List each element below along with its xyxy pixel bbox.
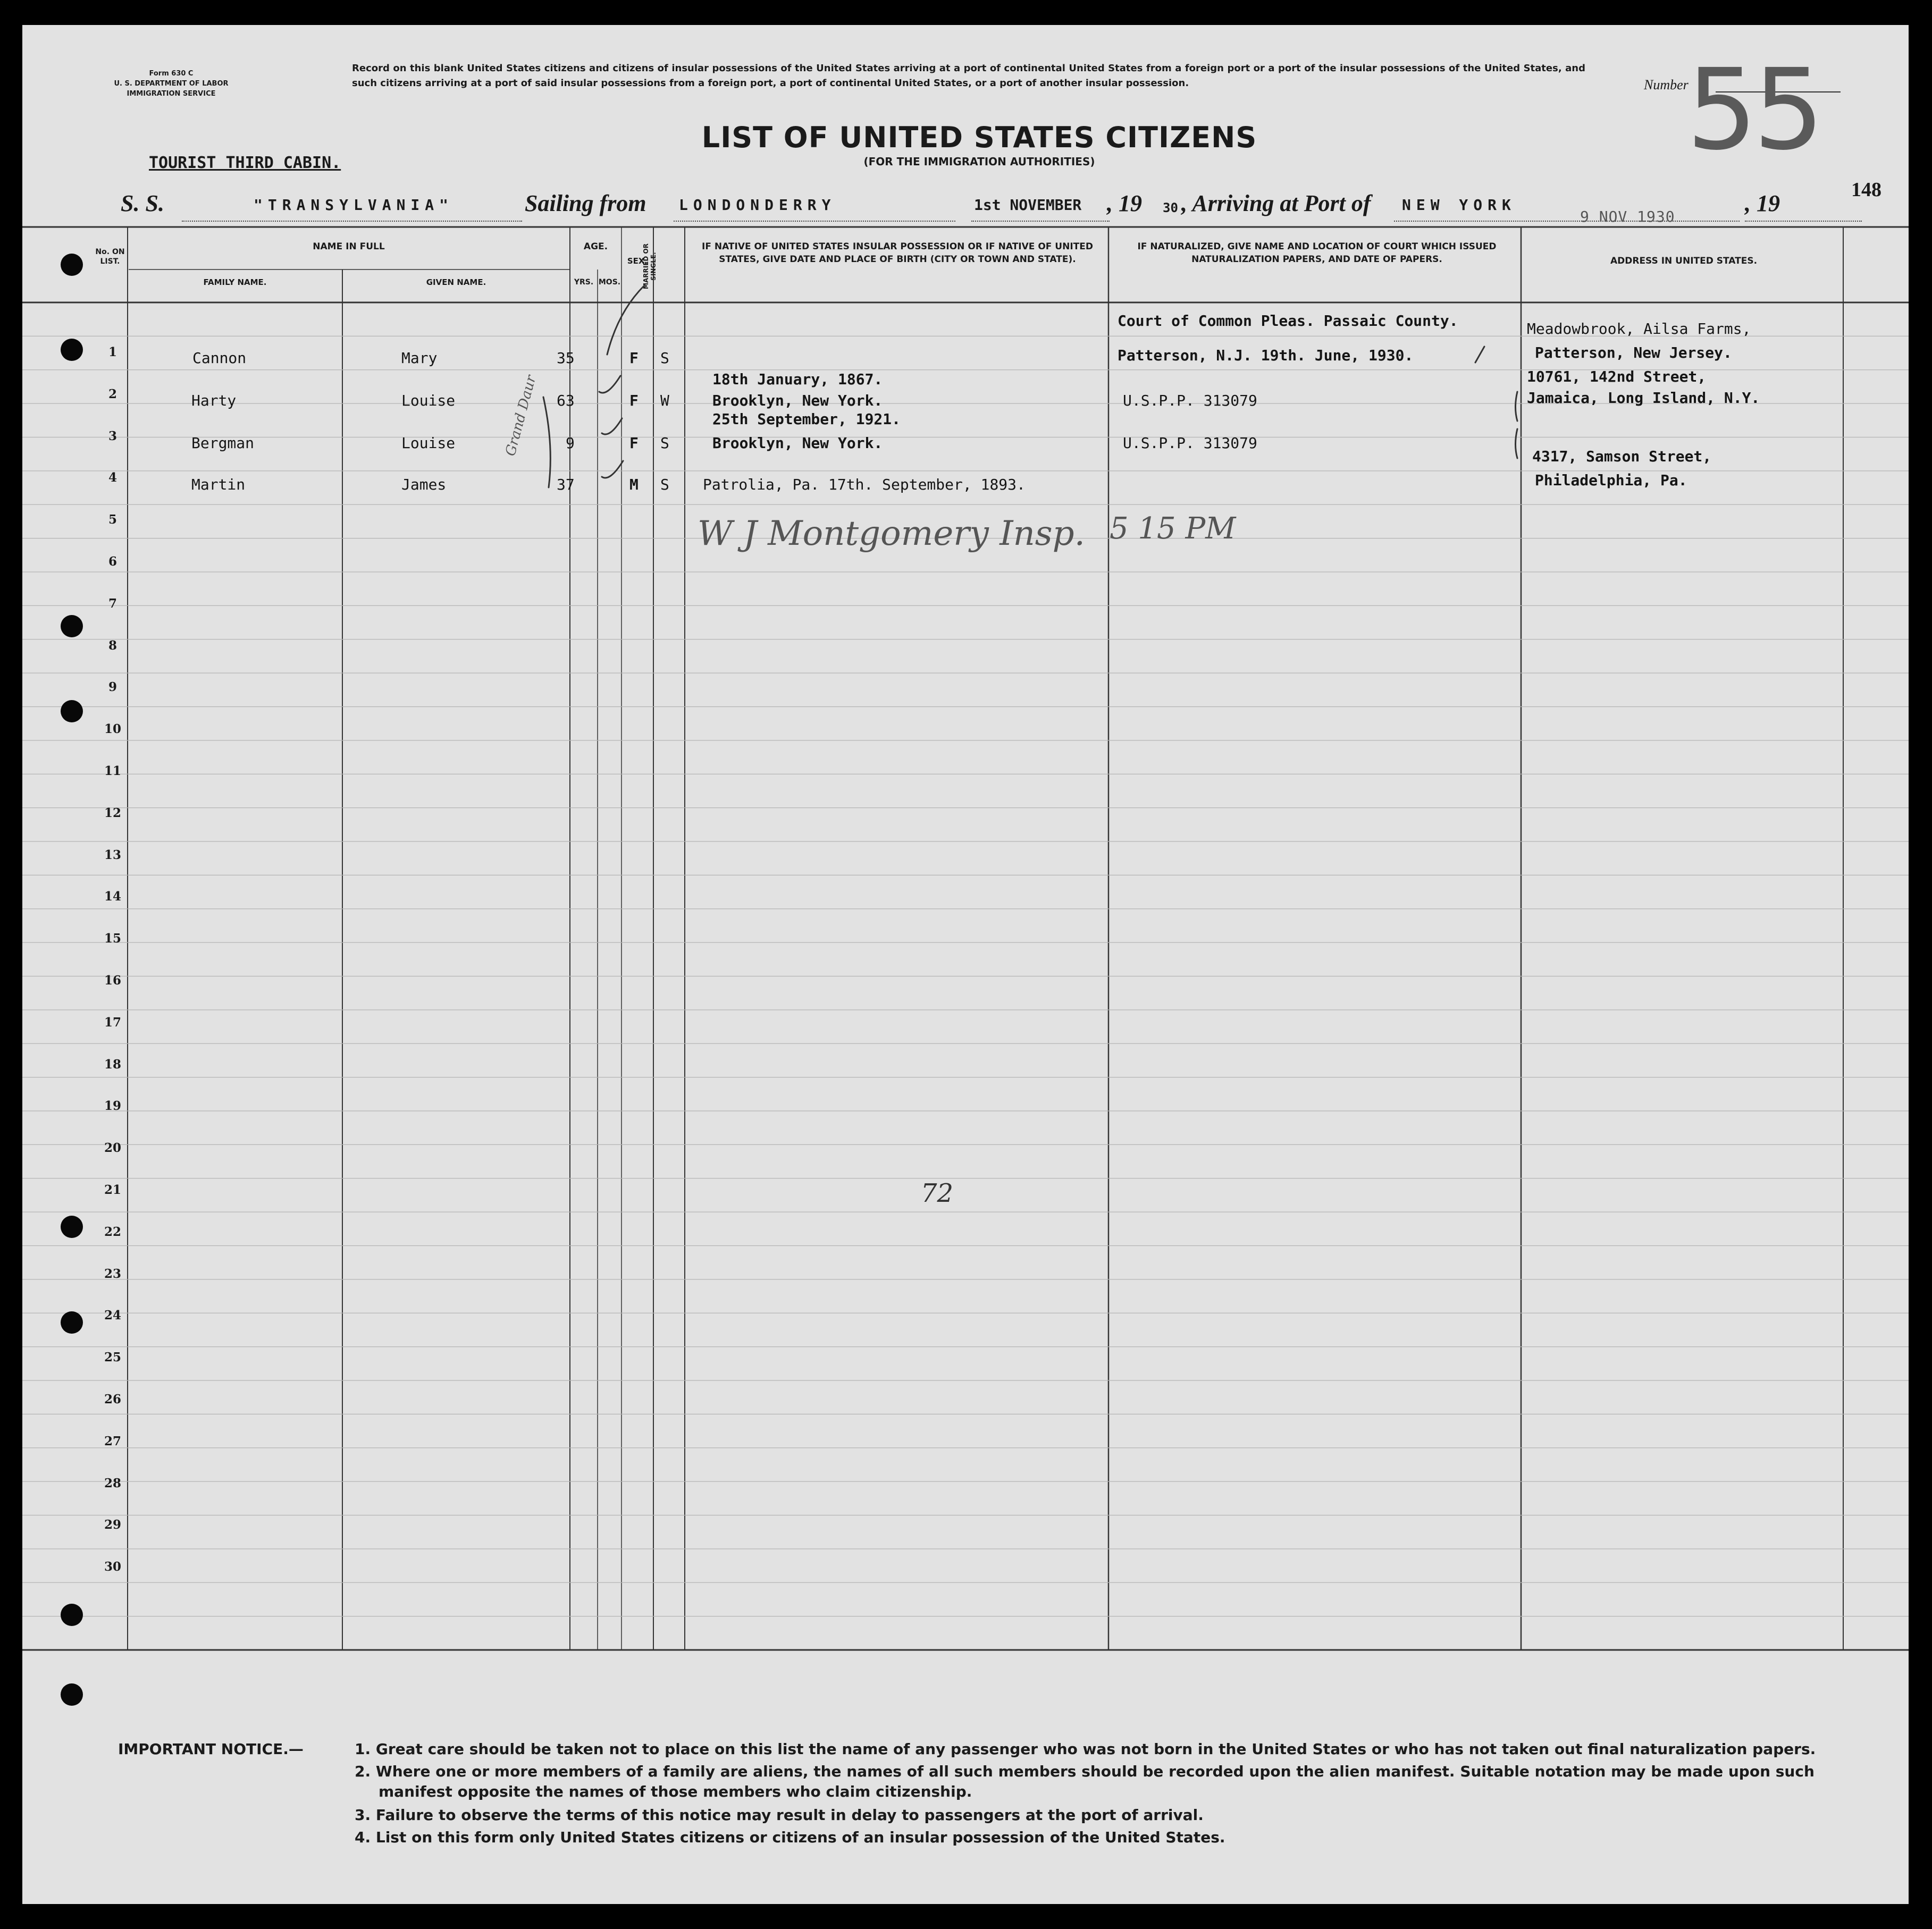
- age-years: 63: [557, 392, 575, 409]
- arriving-label: , Arriving at Port of: [1181, 190, 1371, 216]
- row-number: 13: [104, 847, 121, 862]
- given-name: Louise: [401, 434, 456, 452]
- inspection-time: 5 15 PM: [1110, 511, 1236, 546]
- row-number: 5: [108, 512, 117, 527]
- punch-hole: [61, 1216, 83, 1238]
- header-no-on-list: No. ON LIST.: [95, 248, 125, 266]
- marital-status: S: [660, 476, 669, 493]
- row-number: 1: [108, 345, 117, 359]
- form-department: U. S. DEPARTMENT OF LABOR: [114, 80, 229, 88]
- punch-hole: [61, 615, 83, 637]
- row-number: 26: [104, 1392, 121, 1406]
- court-line-1: Court of Common Pleas. Passaic County.: [1118, 312, 1458, 330]
- header-mos: MOS.: [598, 278, 621, 287]
- sailing-year: 30: [1163, 200, 1178, 215]
- punch-hole: [61, 339, 83, 361]
- row-number: 3: [108, 428, 117, 443]
- row-number: 6: [108, 554, 117, 569]
- row-number: 2: [108, 386, 117, 401]
- punch-hole: [61, 254, 83, 276]
- address-line-1: Meadowbrook, Ailsa Farms,: [1527, 320, 1751, 338]
- notice-item-2: 2. Where one or more members of a family are aliens, the names of all such members should be recorded upon the alien manifest. Suitable notation may be made upon such: [355, 1763, 1815, 1780]
- given-name: James: [401, 476, 447, 493]
- address-line-1: 4317, Samson Street,: [1532, 448, 1712, 465]
- birth-line-2: Brooklyn, New York.: [712, 392, 883, 409]
- age-years: 37: [557, 476, 575, 493]
- row-number: 25: [104, 1350, 121, 1365]
- sex: M: [629, 476, 639, 493]
- row-number: 29: [104, 1518, 121, 1532]
- sailing-label: Sailing from: [525, 190, 646, 216]
- given-name: Mary: [401, 349, 438, 367]
- sex: F: [629, 434, 639, 452]
- record-instructions: Record on this blank United States citizens and citizens of insular possessions of the United States arriving at a port of continental United States from a foreign port or a port of the insular possessions of the United States, and such citizens arriving at a port of said insular possessions from a foreign port, a port of continental United States, or a port of another insular possession.: [352, 63, 1585, 89]
- family-name: Harty: [191, 392, 237, 409]
- birth-line-1: 18th January, 1867.: [712, 370, 883, 388]
- notice-item-1: 1. Great care should be taken not to place on this list the name of any passenger who was not born in the United States or who has not taken out final naturalization papers.: [355, 1740, 1816, 1758]
- court-line-2: Patterson, N.J. 19th. June, 1930.: [1118, 347, 1414, 364]
- header-native: IF NATIVE OF UNITED STATES INSULAR POSSESSION OR IF NATIVE OF UNITED STATES, GIVE DATE AND PLACE OF BIRTH (CITY OR TOWN AND STATE).: [702, 241, 1093, 265]
- birth-line-1: Patrolia, Pa. 17th. September, 1893.: [703, 476, 1026, 493]
- row-number: 20: [104, 1141, 121, 1156]
- row-number: 30: [104, 1560, 121, 1574]
- page-corner-number: 148: [1851, 179, 1881, 201]
- age-years: 9: [566, 434, 575, 452]
- family-name: Cannon: [192, 349, 247, 367]
- page-title: LIST OF UNITED STATES CITIZENS: [701, 121, 1257, 154]
- address-line-2: Patterson, New Jersey.: [1535, 344, 1732, 361]
- row-number: 7: [108, 596, 117, 611]
- punch-hole: [61, 1683, 83, 1706]
- number-stamp: 55: [1686, 45, 1820, 175]
- header-yrs: YRS.: [574, 278, 594, 287]
- header-naturalized: IF NATURALIZED, GIVE NAME AND LOCATION OF COURT WHICH ISSUED NATURALIZATION PAPERS, AND DATE OF PAPERS.: [1137, 241, 1497, 265]
- header-address: ADDRESS IN UNITED STATES.: [1610, 256, 1758, 266]
- row-number: 28: [104, 1476, 121, 1490]
- sailing-port: LONDONDERRY: [679, 196, 836, 214]
- row-number: 19: [104, 1099, 121, 1114]
- row-number: 8: [108, 638, 117, 653]
- marital-status: W: [660, 392, 669, 409]
- age-years: 35: [557, 349, 575, 367]
- family-name: Bergman: [191, 434, 255, 452]
- punch-hole: [61, 700, 83, 722]
- form-number: Form 630 C: [149, 70, 194, 78]
- marital-status: S: [660, 434, 669, 452]
- row-number: 22: [104, 1224, 121, 1239]
- form-service: IMMIGRATION SERVICE: [127, 90, 216, 98]
- birth-line-1: 25th September, 1921.: [712, 410, 901, 428]
- row-number: 10: [104, 722, 121, 737]
- handwritten-ticks: [22, 25, 1909, 1904]
- page-subtitle: (FOR THE IMMIGRATION AUTHORITIES): [863, 155, 1095, 168]
- cabin-class: TOURIST THIRD CABIN.: [149, 154, 341, 172]
- row-number: 14: [104, 889, 121, 904]
- notice-heading: IMPORTANT NOTICE.—: [118, 1740, 304, 1758]
- court-line-1: U.S.P.P. 313079: [1123, 392, 1257, 409]
- header-age: AGE.: [583, 241, 608, 252]
- marital-status: S: [660, 349, 669, 367]
- header-family-name: FAMILY NAME.: [203, 277, 267, 287]
- sailing-date: 1st NOVEMBER: [974, 196, 1082, 214]
- court-line-1: U.S.P.P. 313079: [1123, 434, 1257, 452]
- row-number: 24: [104, 1308, 121, 1323]
- header-sex: SEX.: [627, 256, 648, 266]
- punch-hole: [61, 1604, 83, 1626]
- ship-name: "TRANSYLVANIA": [254, 196, 454, 214]
- arrival-year-label: , 19: [1745, 190, 1780, 216]
- row-number: 27: [104, 1434, 121, 1448]
- ss-label: S. S.: [121, 190, 164, 216]
- notice-item-2-cont: manifest opposite the names of those members who claim citizenship.: [379, 1783, 972, 1800]
- sex: F: [629, 349, 639, 367]
- address-line-1: 10761, 142nd Street,: [1527, 368, 1707, 385]
- family-name: Martin: [191, 476, 246, 493]
- arrival-port: NEW YORK: [1402, 196, 1516, 214]
- address-line-2: Philadelphia, Pa.: [1535, 471, 1687, 489]
- row-number: 12: [104, 805, 121, 820]
- manifest-sheet: [22, 25, 1909, 1904]
- notice-item-3: 3. Failure to observe the terms of this notice may result in delay to passengers at the port of arrival.: [355, 1806, 1204, 1824]
- header-given-name: GIVEN NAME.: [426, 277, 486, 287]
- header-married-single: MARRIED OR SINGLE.: [642, 243, 657, 289]
- row-number: 18: [104, 1057, 121, 1072]
- number-label: Number: [1644, 77, 1689, 92]
- row-number: 16: [104, 973, 121, 988]
- row-number: 9: [108, 680, 117, 695]
- row-number: 23: [104, 1266, 121, 1281]
- relation-note: Grand Daur: [502, 373, 540, 458]
- passenger-count-note: 72: [921, 1178, 954, 1208]
- header-name-in-full: NAME IN FULL: [313, 241, 385, 252]
- inspector-signature: W J Montgomery Insp.: [698, 514, 1085, 553]
- row-number: 15: [104, 931, 121, 946]
- sex: F: [629, 392, 639, 409]
- row-number: 11: [104, 764, 121, 778]
- address-line-2: Jamaica, Long Island, N.Y.: [1527, 389, 1760, 407]
- row-number: 17: [104, 1015, 121, 1030]
- row-number: 4: [108, 470, 117, 485]
- year-prefix: , 19: [1107, 190, 1142, 216]
- row-number: 21: [104, 1183, 121, 1197]
- notice-item-4: 4. List on this form only United States citizens or citizens of an insular possession of the United States.: [355, 1829, 1225, 1846]
- birth-line-2: Brooklyn, New York.: [712, 434, 883, 452]
- arrival-date-stamp: 9 NOV 1930: [1580, 208, 1675, 225]
- punch-hole: [61, 1311, 83, 1334]
- given-name: Louise: [401, 392, 456, 409]
